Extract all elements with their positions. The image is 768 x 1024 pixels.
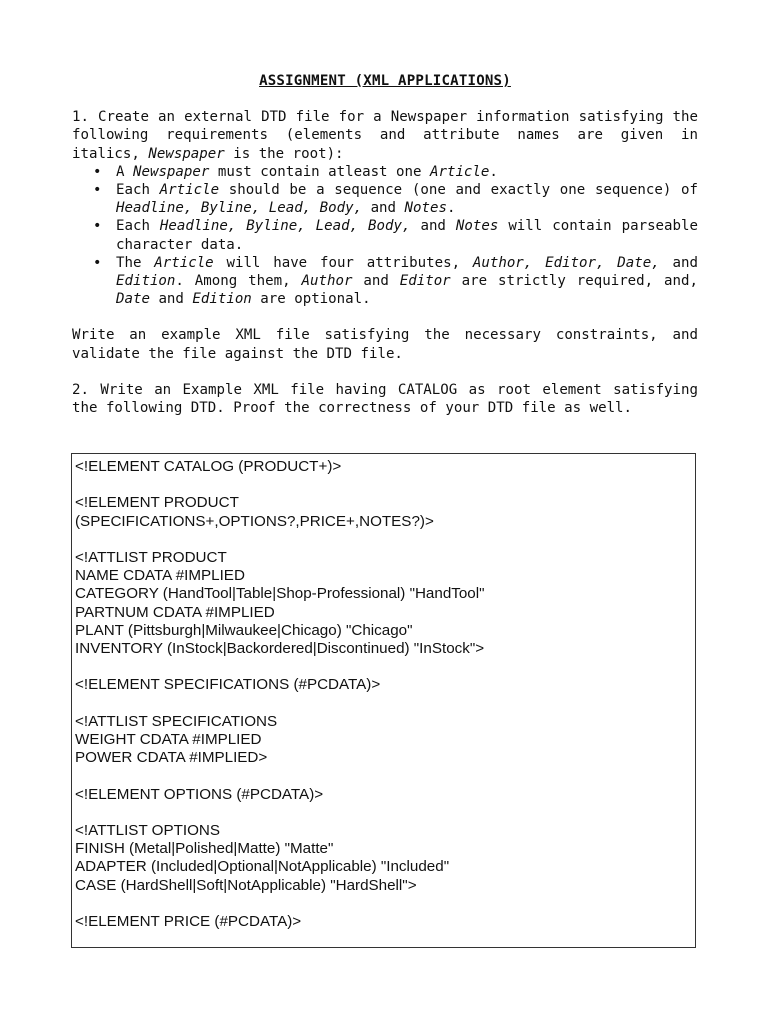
- dtd-line: <!ELEMENT PRICE (#PCDATA)>: [75, 912, 302, 930]
- assignment-title: ASSIGNMENT (XML APPLICATIONS): [259, 73, 511, 89]
- italic-term: Newspaper: [148, 145, 225, 162]
- italic-term: Notes: [455, 218, 499, 235]
- italic-term: Author, Editor, Date,: [472, 254, 660, 271]
- dtd-line: (SPECIFICATIONS+,OPTIONS?,PRICE+,NOTES?)>: [75, 512, 434, 530]
- dtd-line: PARTNUM CDATA #IMPLIED: [75, 603, 275, 621]
- dtd-line: <!ATTLIST OPTIONS: [75, 821, 221, 839]
- question-1-requirements: [72, 163, 698, 309]
- dtd-line: <!ELEMENT PRODUCT: [75, 494, 239, 512]
- dtd-line: INVENTORY (InStock|Backordered|Discontinued) "InStock">: [75, 640, 485, 657]
- dtd-line: <!ELEMENT SPECIFICATIONS (#PCDATA)>: [75, 676, 381, 694]
- dtd-line: [75, 695, 695, 713]
- dtd-line: CASE (HardShell|Soft|NotApplicable) "HardShell">: [75, 876, 417, 894]
- italic-term: Headline, Byline, Lead, Body,: [159, 218, 411, 235]
- italic-term: Notes: [404, 200, 447, 217]
- dtd-line: <!ELEMENT CATALOG (PRODUCT+)>: [75, 458, 342, 475]
- dtd-line: PLANT (Pittsburgh|Milwaukee|Chicago) "Chicago": [75, 621, 413, 639]
- spacer: [72, 308, 698, 326]
- dtd-line: <!ELEMENT OPTIONS (#PCDATA)>: [75, 785, 324, 803]
- italic-term: Editor: [399, 273, 451, 290]
- dtd-line: <!ATTLIST PRODUCT: [75, 548, 227, 566]
- dtd-line: POWER CDATA #IMPLIED>: [75, 749, 268, 767]
- dtd-line: [75, 767, 695, 785]
- document-page: [72, 72, 698, 417]
- question-1-closing: Write an example XML file satisfying the necessary constraints, and validate the file against the DTD file.: [72, 327, 698, 362]
- dtd-line: [75, 476, 695, 494]
- dtd-code-box: [71, 453, 696, 948]
- italic-term: Headline, Byline, Lead, Body,: [116, 200, 363, 217]
- italic-term: Edition: [116, 273, 176, 290]
- question-2-intro: 2. Write an Example XML file having CATALOG as root element satisfying the following DTD. Proof the correctness of your DTD file as well.: [72, 381, 698, 417]
- dtd-line: <!ATTLIST SPECIFICATIONS: [75, 712, 278, 730]
- dtd-line: NAME CDATA #IMPLIED: [75, 567, 245, 585]
- italic-term: Article: [154, 254, 214, 271]
- requirement-item: • A Newspaper must contain atleast one Article.: [116, 163, 698, 181]
- dtd-line: [75, 531, 695, 549]
- dtd-line: ADAPTER (Included|Optional|NotApplicable) "Included": [75, 858, 450, 876]
- italic-term: Edition: [192, 291, 252, 308]
- spacer: [72, 363, 698, 381]
- italic-term: Article: [429, 163, 490, 180]
- dtd-line: [75, 804, 695, 822]
- italic-term: Author: [301, 273, 353, 290]
- dtd-line: WEIGHT CDATA #IMPLIED: [75, 730, 262, 748]
- requirement-item: • The Article will have four attributes, Author, Editor, Date, and Edition. Among them, Author and Editor are strictly required, and, Date and Edition are optional.: [116, 254, 698, 309]
- italic-term: Article: [159, 182, 220, 199]
- dtd-line: [75, 658, 695, 676]
- italic-term: Newspaper: [132, 163, 210, 180]
- italic-term: Date: [116, 291, 150, 308]
- question-1-intro: 1. Create an external DTD file for a Newspaper information satisfying the following requirements (elements and attribute names are given in italics, Newspaper is the root):: [72, 109, 698, 162]
- requirement-item: • Each Article should be a sequence (one and exactly one sequence) of Headline, Byline, Lead, Body, and Notes.: [116, 181, 698, 217]
- requirement-item: • Each Headline, Byline, Lead, Body, and Notes will contain parseable character data.: [116, 217, 698, 253]
- dtd-line: [75, 895, 695, 913]
- dtd-line: CATEGORY (HandTool|Table|Shop-Professional) "HandTool": [75, 585, 485, 603]
- dtd-line: FINISH (Metal|Polished|Matte) "Matte": [75, 840, 334, 858]
